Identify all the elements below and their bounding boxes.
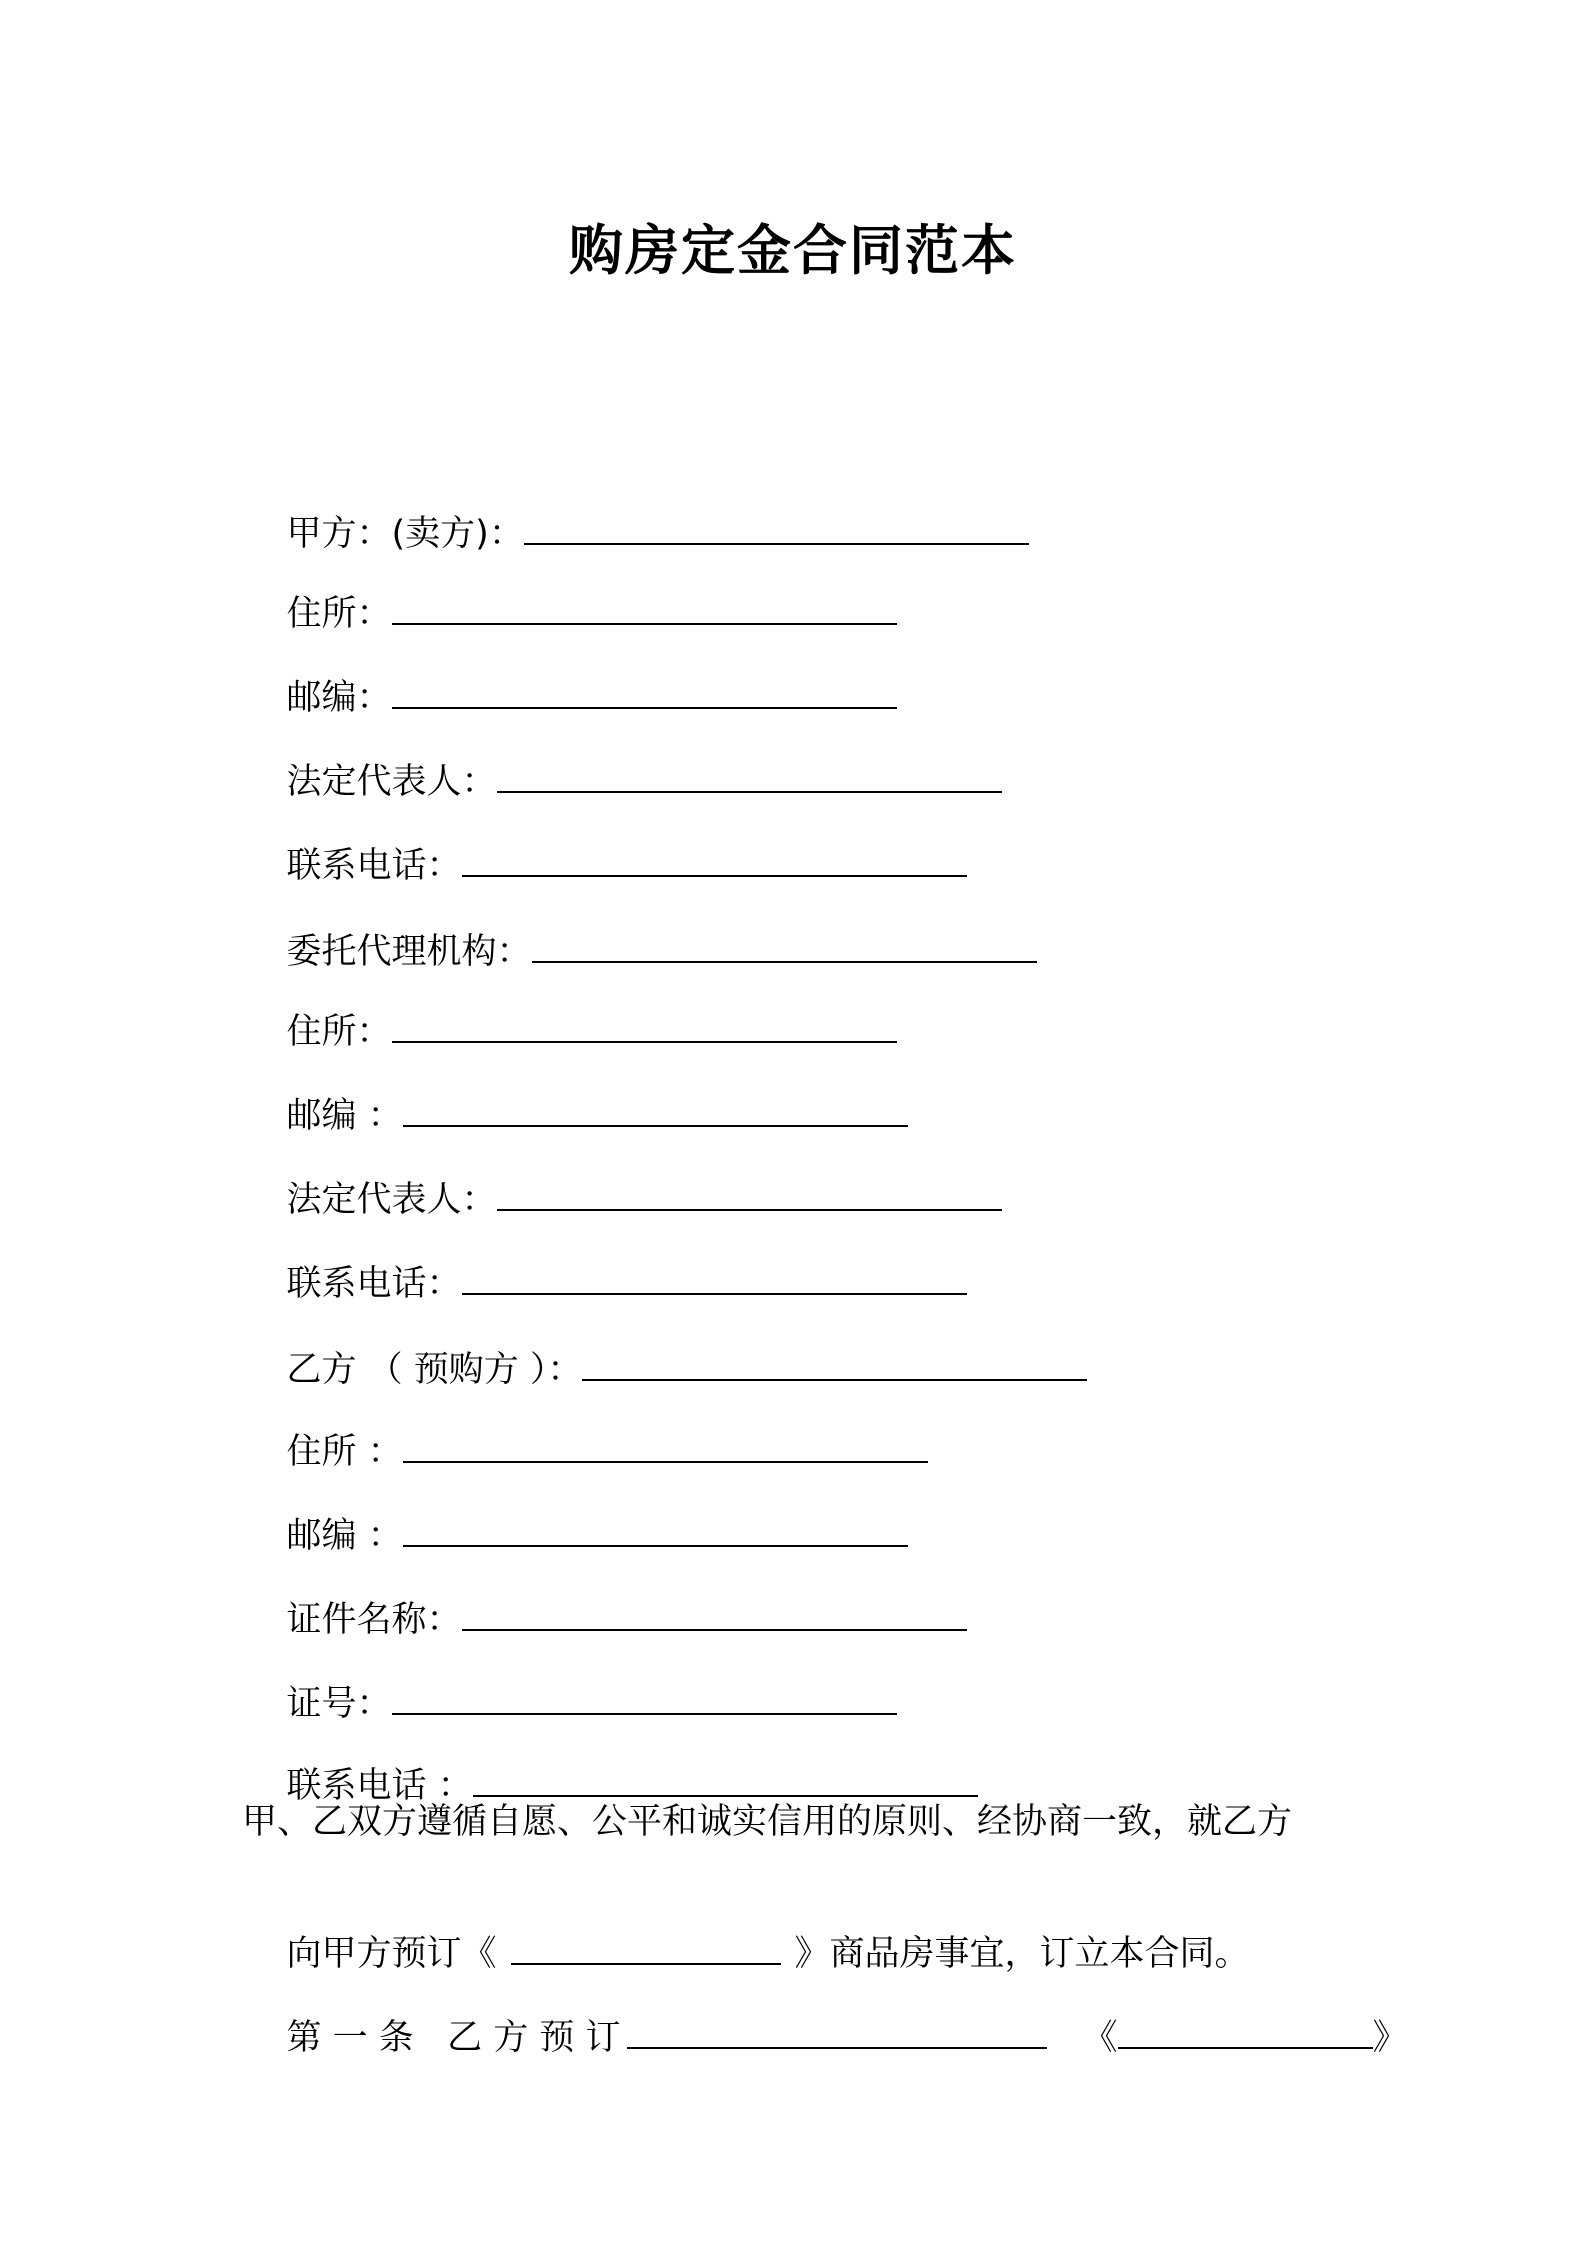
agency-phone-blank[interactable] <box>462 1261 967 1295</box>
seller-postcode-blank[interactable] <box>392 675 897 709</box>
buyer-id-name-label: 证件名称： <box>286 1600 462 1640</box>
agency-legal-rep-blank[interactable] <box>497 1177 1002 1211</box>
buyer-postcode-blank[interactable] <box>403 1513 908 1547</box>
seller-phone-blank[interactable] <box>462 843 967 877</box>
buyer-name-blank[interactable] <box>582 1347 1087 1381</box>
intro-line-2-prefix: 向甲方预订《 <box>286 1934 497 1974</box>
agency-name-blank[interactable] <box>532 929 1037 963</box>
buyer-id-name-blank[interactable] <box>462 1597 967 1631</box>
intro-line-2-suffix: 》商品房事宜，订立本合同。 <box>794 1934 1250 1974</box>
agency-label: 委托代理机构： <box>286 932 532 972</box>
property-name-blank[interactable] <box>511 1931 781 1965</box>
buyer-postcode-label: 邮编 ： <box>286 1516 403 1556</box>
buyer-label: 乙方 （ 预购方 ）： <box>286 1350 583 1390</box>
buyer-phone-blank[interactable] <box>473 1763 978 1797</box>
article-1-close-bracket: 》 <box>1372 2018 1408 2058</box>
buyer-phone-label: 联系电话 ： <box>286 1766 473 1806</box>
article-1-row <box>242 1966 1408 2110</box>
seller-address-label: 住所： <box>286 594 392 634</box>
seller-legal-rep-blank[interactable] <box>497 759 1002 793</box>
agency-legal-rep-label: 法定代表人： <box>286 1180 497 1220</box>
agency-phone-label: 联系电话： <box>286 1264 462 1304</box>
seller-legal-rep-label: 法定代表人： <box>286 762 497 802</box>
buyer-address-blank[interactable] <box>403 1429 928 1463</box>
seller-phone-label: 联系电话： <box>286 846 462 886</box>
agency-postcode-label: 邮编 ： <box>286 1096 403 1136</box>
seller-address-blank[interactable] <box>392 591 897 625</box>
document-title: 购房定金合同范本 <box>569 219 1017 282</box>
buyer-id-number-label: 证号： <box>286 1684 392 1724</box>
seller-name-blank[interactable] <box>524 511 1029 545</box>
agency-postcode-blank[interactable] <box>403 1093 908 1127</box>
article-1-location-blank[interactable] <box>627 2015 1047 2049</box>
buyer-id-number-blank[interactable] <box>392 1681 897 1715</box>
article-1-open-bracket: 《 <box>1082 2018 1118 2058</box>
article-1-name-blank[interactable] <box>1118 2015 1373 2049</box>
seller-label: 甲方：(卖方)： <box>286 514 524 554</box>
seller-postcode-label: 邮编： <box>286 678 392 718</box>
buyer-address-label: 住所 ： <box>286 1432 403 1472</box>
agency-address-blank[interactable] <box>392 1009 897 1043</box>
agency-address-label: 住所： <box>286 1012 392 1052</box>
intro-line-1: 甲、乙双方遵循自愿、公平和诚实信用的原则、经协商一致，就乙方 <box>242 1802 1293 1842</box>
article-1-prefix: 第 一 条 乙 方 预 订 <box>286 2018 621 2058</box>
